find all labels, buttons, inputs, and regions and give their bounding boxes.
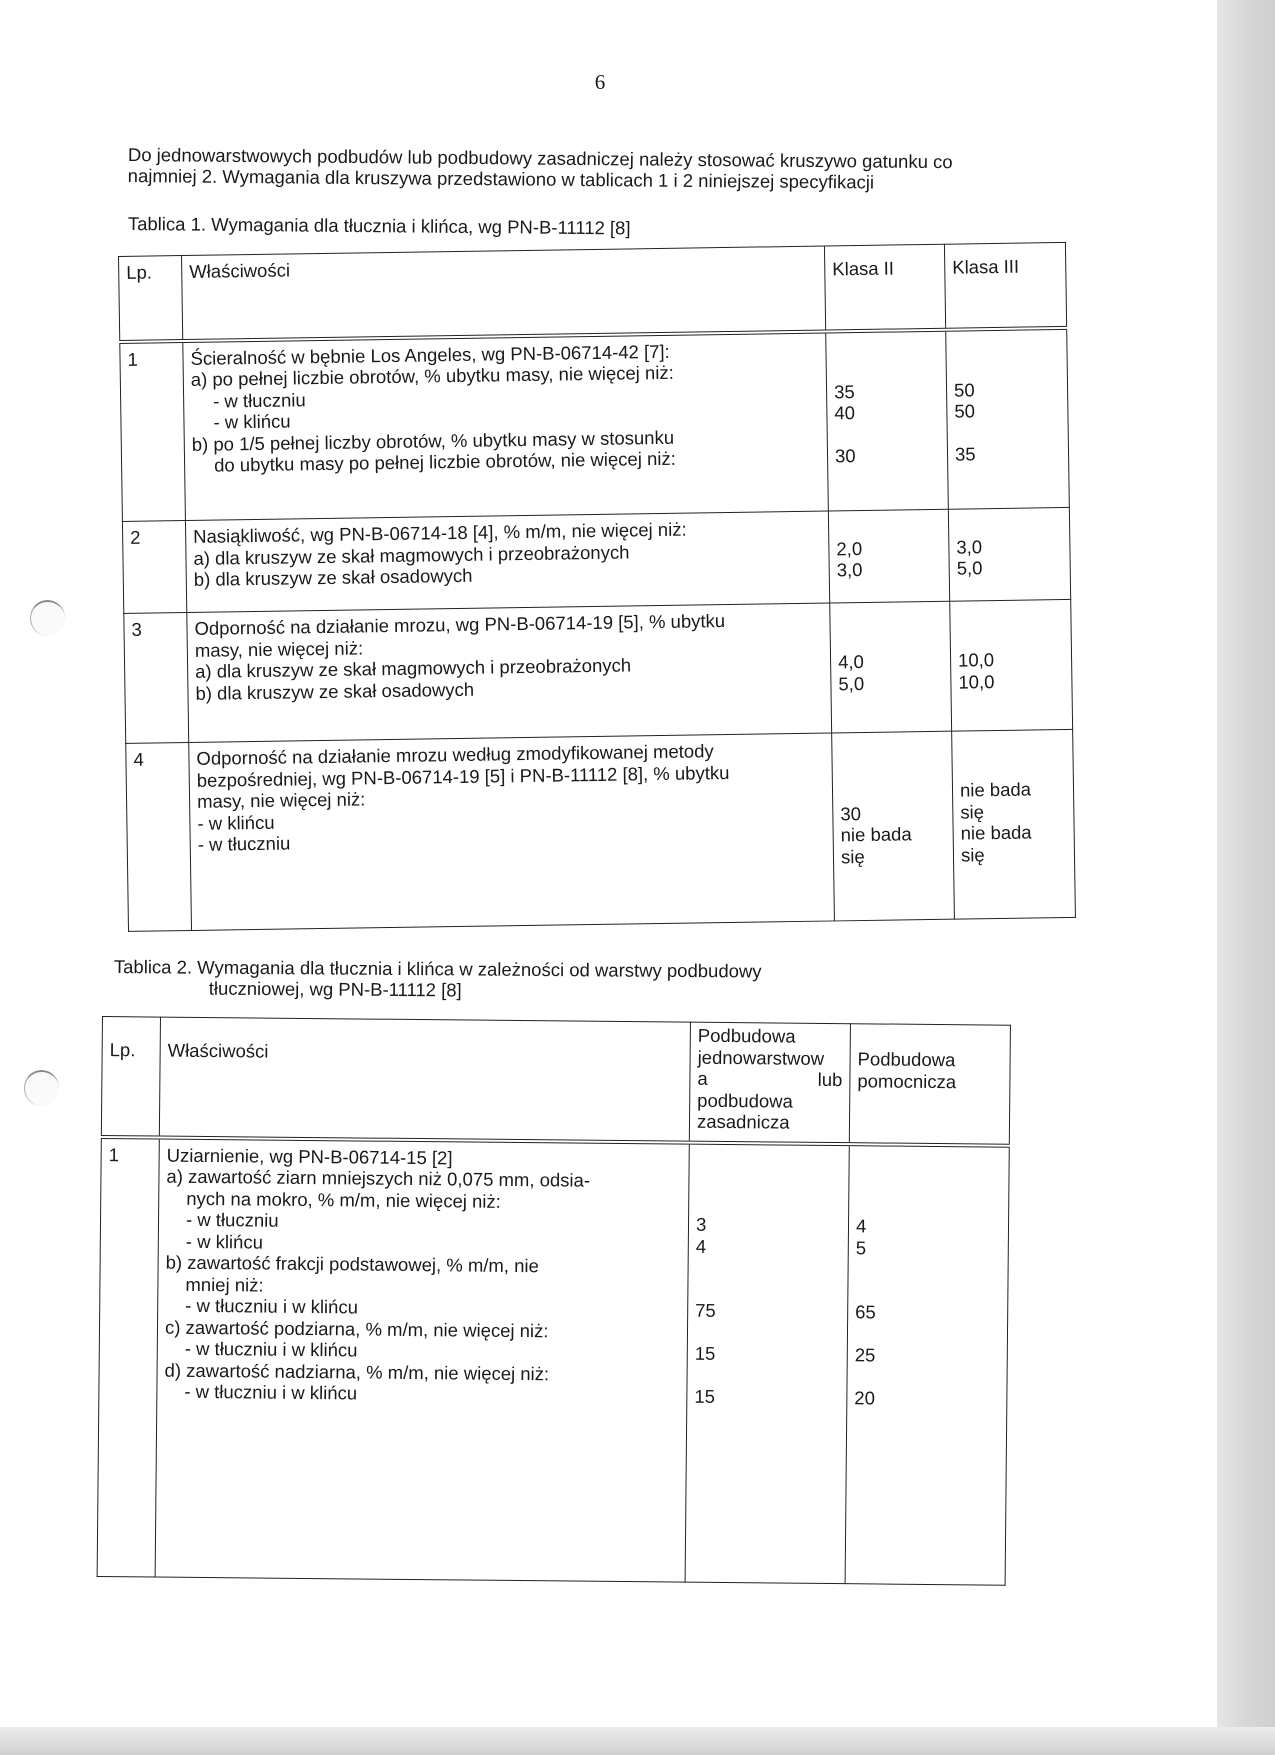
value: 30 [834, 445, 856, 467]
value: 30 [840, 802, 862, 824]
property-line: - w klińcu [185, 1230, 264, 1253]
header-properties: Właściwości [182, 246, 826, 341]
value: 15 [694, 1385, 716, 1407]
header-word: a [697, 1067, 708, 1089]
intro-line: najmniej 2. Wymagania dla kruszywa przedstawiono w tablicach 1 i 2 niniejszej specyfikacji [127, 164, 875, 193]
value: 40 [834, 402, 856, 424]
value: 50 [954, 400, 976, 422]
value: 75 [695, 1299, 716, 1321]
property-line: Uziarnienie, wg PN-B-06714-15 [2] [166, 1144, 453, 1168]
value: nie bada [959, 778, 1032, 801]
property-line: - w tłuczniu [185, 1208, 279, 1231]
row-lp: 2 [122, 521, 186, 614]
value: 35 [833, 380, 855, 402]
property-line: b) zawartość frakcji podstawowej, % m/m, nie [165, 1251, 539, 1277]
table2-header-row [101, 1017, 1010, 1146]
value: 3 [695, 1213, 707, 1235]
header-properties: Właściwości [159, 1017, 690, 1142]
property-line: mniej niż: [185, 1273, 264, 1296]
value: 10,0 [958, 670, 995, 693]
header-line: jednowarstwow [697, 1046, 825, 1069]
property-line: - w tłuczniu [212, 388, 306, 412]
table-row [124, 599, 1073, 743]
header-class-ii: Klasa II [824, 244, 945, 331]
table-row [120, 327, 1070, 521]
header-line: pomocnicza [857, 1069, 957, 1092]
property-line: Odporność na działanie mrozu według zmodyfikowanej metody [196, 740, 714, 769]
page-number: 6 [594, 70, 606, 94]
value: 3,0 [956, 535, 983, 558]
class-iii-values [946, 327, 1070, 509]
header-line: zasadnicza [696, 1110, 790, 1133]
caption-line: tłuczniowej, wg PN-B-11112 [8] [208, 977, 462, 1001]
class-iii-values [950, 599, 1073, 731]
table1-header-row [119, 242, 1067, 341]
value: 35 [954, 443, 976, 465]
value: 65 [855, 1301, 876, 1323]
property-line: do ubytku masy po pełnej liczbie obrotów, nie więcej niż: [213, 447, 676, 476]
intro-line: Do jednowarstwowych podbudów lub podbudowy zasadniczej należy stosować kruszywo gatunku co [127, 144, 953, 173]
header-word: lub [817, 1068, 843, 1091]
property-line: a) zawartość ziarn mniejszych niż 0,075 mm, odsia- [166, 1165, 591, 1191]
punch-hole [24, 1070, 59, 1106]
punch-hole [30, 600, 65, 636]
scan-page-bottom [0, 1727, 1275, 1755]
property-line: Nasiąkliwość, wg PN-B-06714-18 [4], % m/m, nie więcej niż: [193, 518, 687, 547]
row-lp: 1 [97, 1136, 159, 1577]
row-lp: 3 [124, 613, 189, 744]
row-properties [185, 511, 829, 613]
header-main-base [689, 1022, 850, 1144]
main-base-values [685, 1142, 849, 1584]
property-line: a) po pełnej liczbie obrotów, % ubytku masy, nie więcej niż: [190, 361, 674, 390]
table-row [97, 1136, 1009, 1585]
class-ii-values [826, 329, 949, 511]
row-lp: 1 [120, 341, 186, 522]
table2-caption [114, 956, 934, 1004]
table2 [97, 1016, 1011, 1586]
value: 2,0 [836, 537, 863, 559]
property-line: bezpośredniej, wg PN-B-06714-19 [5] i PN-B-11112 [8], % ubytku [196, 761, 730, 791]
auxiliary-base-values [845, 1144, 1009, 1586]
property-line: Odporność na działanie mrozu, wg PN-B-06714-19 [5], % ubytku [194, 610, 726, 639]
table1 [118, 242, 1076, 932]
value: się [960, 800, 985, 823]
value: 4 [855, 1215, 867, 1237]
property-line: masy, nie więcej niż: [196, 788, 366, 812]
header-auxiliary-base [849, 1024, 1010, 1146]
scan-page-edge [1217, 0, 1275, 1755]
value: 5,0 [838, 672, 865, 694]
value: się [840, 845, 865, 867]
header-lp: Lp. [101, 1017, 160, 1138]
class-ii-values [832, 731, 955, 921]
header-line [697, 1068, 842, 1091]
table1-caption: Tablica 1. Wymagania dla tłucznia i klińca, wg PN-B-11112 [8] [127, 213, 631, 239]
value: się [960, 843, 985, 866]
row-properties [189, 733, 835, 931]
property-line: b) dla kruszyw ze skał osadowych [195, 678, 475, 704]
table-row [122, 507, 1070, 613]
value: 4,0 [837, 650, 864, 673]
class-ii-values [828, 509, 949, 603]
property-line: a) dla kruszyw ze skał magmowych i przeobrażonych [193, 540, 630, 569]
property-line: - w tłuczniu i w klińcu [184, 1380, 358, 1404]
class-iii-values [952, 729, 1076, 919]
class-iii-values [948, 507, 1070, 601]
property-line: - w klińcu [213, 410, 291, 433]
value: 25 [854, 1344, 876, 1366]
value: 5 [855, 1236, 867, 1258]
header-line: Podbudowa [697, 1024, 796, 1047]
property-line: - w klińcu [197, 811, 275, 834]
value: 20 [854, 1387, 876, 1409]
property-line: masy, nie więcej niż: [194, 636, 364, 661]
value: 15 [694, 1342, 716, 1364]
caption-line: Tablica 2. Wymagania dla tłucznia i klińca w zależności od warstwy podbudowy [113, 956, 762, 982]
row-lp: 4 [126, 743, 192, 932]
value: 10,0 [957, 649, 995, 671]
row-properties [183, 331, 829, 521]
value: 5,0 [956, 557, 983, 579]
intro-paragraph [128, 144, 1068, 194]
header-line: podbudowa [697, 1089, 793, 1112]
property-line: d) zawartość nadziarna, % m/m, nie więcej niż: [164, 1359, 550, 1384]
row-properties [187, 603, 832, 743]
header-line: Podbudowa [857, 1048, 956, 1071]
class-ii-values [830, 601, 952, 733]
value: nie bada [840, 823, 912, 846]
value: 50 [953, 378, 975, 401]
property-line: Ścieralność w bębnie Los Angeles, wg PN-B-06714-42 [7]: [190, 340, 670, 369]
property-line: b) dla kruszyw ze skał osadowych [193, 564, 473, 590]
property-line: nych na mokro, % m/m, nie więcej niż: [186, 1187, 501, 1212]
property-line: - w tłuczniu i w klińcu [185, 1294, 359, 1318]
property-line: a) dla kruszyw ze skał magmowych i przeobrażonych [195, 654, 632, 682]
header-lp: Lp. [119, 256, 183, 342]
table-row [126, 729, 1076, 931]
property-line: - w tłuczniu i w klińcu [184, 1337, 358, 1361]
value: nie bada [960, 821, 1032, 844]
row-properties [155, 1137, 689, 1582]
property-line: c) zawartość podziarna, % m/m, nie więcej niż: [164, 1316, 549, 1341]
property-line: b) po 1/5 pełnej liczby obrotów, % ubytku masy w stosunku [191, 426, 675, 455]
value: 4 [695, 1235, 707, 1257]
value: 3,0 [836, 558, 863, 581]
header-class-iii: Klasa III [944, 242, 1066, 329]
property-line: - w tłuczniu [197, 832, 291, 855]
